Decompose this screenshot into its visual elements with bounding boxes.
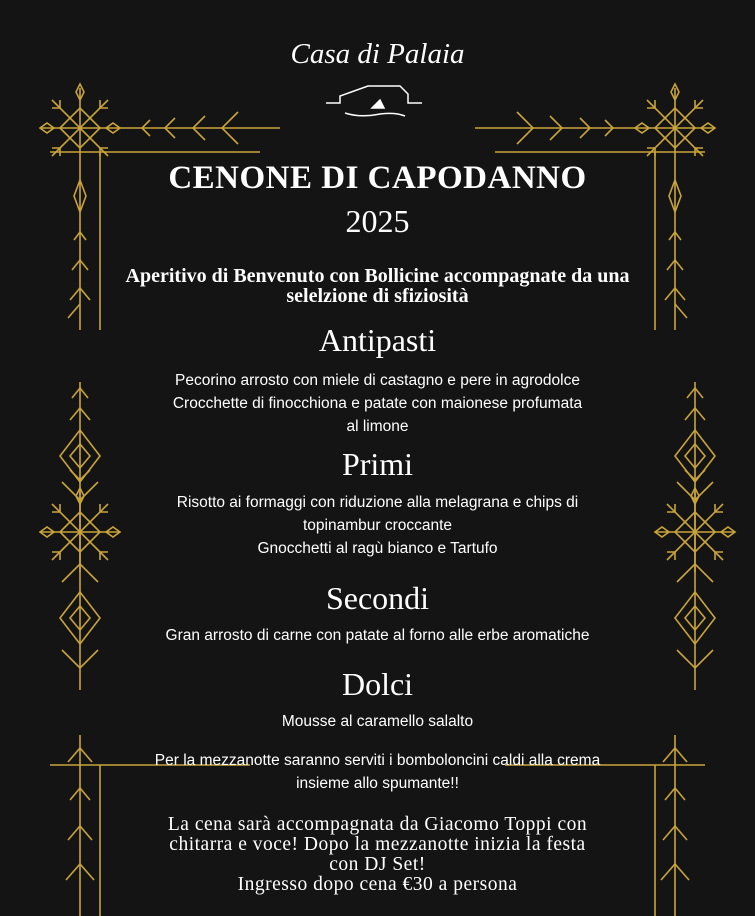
menu-item: Gnocchetti al ragù bianco e Tartufo [257,540,498,557]
menu-item: Gran arrosto di carne con patate al forno alle erbe aromatiche [165,627,590,644]
brand-name: Casa di Palaia [290,38,465,70]
year: 2025 [345,203,410,239]
dolci-items [0,710,755,733]
aperitivo-text [0,266,755,306]
section-title-secondi: Secondi [325,580,430,616]
page-title: CENONE DI CAPODANNO [168,160,587,196]
antipasti-items [0,369,755,438]
closing-line: con DJ Set! [329,854,426,875]
menu-item: al limone [346,418,409,435]
section-title-primi: Primi [341,446,414,482]
menu-item: topinambur croccante [302,517,453,534]
menu-item: Crocchette di finocchiona e patate con maionese profumata [172,395,583,412]
section-title-dolci: Dolci [341,666,414,702]
aperitivo-line: Aperitivo di Benvenuto con Bollicine accompagnate da una [125,265,630,287]
midnight-note [0,749,755,795]
menu-item: Mousse al caramello salalto [281,713,474,730]
menu-item: Pecorino arrosto con miele di castagno e pere in agrodolce [175,372,580,389]
secondi-items [0,624,755,647]
menu-item: Risotto ai formaggi con riduzione alla melagrana e chips di [176,494,579,511]
closing-line: La cena sarà accompagnata da Giacomo Toppi con [167,814,588,835]
primi-items [0,491,755,560]
midnight-line: Per la mezzanotte saranno serviti i bomboloncini caldi alla crema [154,752,601,769]
closing-note [0,815,755,895]
midnight-line: insieme allo spumante!! [296,775,459,792]
section-title-antipasti: Antipasti [318,322,437,358]
entry-price: Ingresso dopo cena €30 a persona [237,874,518,895]
aperitivo-line: selelzione di sfiziosità [286,285,469,307]
closing-line: chitarra e voce! Dopo la mezzanotte inizia la festa [169,834,586,855]
